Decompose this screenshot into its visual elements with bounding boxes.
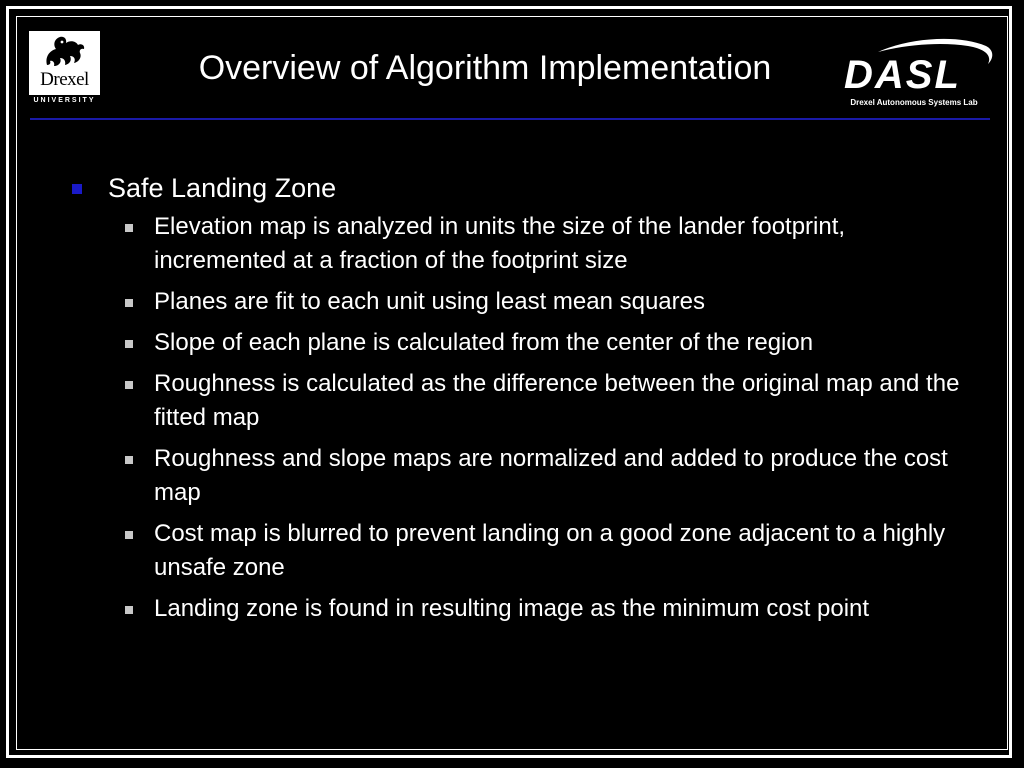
sub-bullet-item bbox=[108, 517, 968, 585]
sub-bullet-text: Cost map is blurred to prevent landing on a good zone adjacent to a highly unsafe zone bbox=[154, 520, 946, 581]
square-bullet-icon bbox=[72, 184, 82, 194]
sub-bullet-item bbox=[108, 367, 968, 435]
dragon-icon bbox=[29, 31, 100, 71]
sub-bullet-item bbox=[108, 326, 968, 360]
dasl-wordmark: DASL bbox=[844, 53, 961, 96]
main-bullet bbox=[68, 170, 968, 206]
sub-bullet-text: Landing zone is found in resulting image as the minimum cost point bbox=[154, 595, 870, 622]
drexel-university-logo bbox=[29, 31, 100, 103]
sub-bullet-text: Roughness is calculated as the difference between the original map and the fitted map bbox=[154, 370, 960, 431]
square-bullet-icon bbox=[125, 340, 133, 348]
square-bullet-icon bbox=[125, 531, 133, 539]
dasl-wordmark-icon bbox=[838, 36, 998, 96]
slide-content bbox=[68, 170, 968, 633]
sub-bullet-item bbox=[108, 285, 968, 319]
square-bullet-icon bbox=[125, 299, 133, 307]
sub-bullet-item bbox=[108, 442, 968, 510]
drexel-logo-badge bbox=[29, 31, 100, 95]
square-bullet-icon bbox=[125, 381, 133, 389]
square-bullet-icon bbox=[125, 606, 133, 614]
square-bullet-icon bbox=[125, 456, 133, 464]
dasl-logo bbox=[838, 36, 998, 112]
drexel-wordmark: Drexel bbox=[40, 69, 89, 90]
main-bullet-text: Safe Landing Zone bbox=[108, 173, 337, 203]
title-divider bbox=[30, 118, 990, 120]
sub-bullet-item bbox=[108, 210, 968, 278]
sub-bullet-item bbox=[108, 592, 968, 626]
sub-bullet-list bbox=[108, 210, 968, 626]
sub-bullet-text: Roughness and slope maps are normalized and added to produce the cost map bbox=[154, 445, 948, 506]
sub-bullet-text: Planes are fit to each unit using least mean squares bbox=[154, 288, 705, 315]
drexel-university-caption: UNIVERSITY bbox=[33, 97, 96, 104]
dasl-caption: Drexel Autonomous Systems Lab bbox=[850, 98, 978, 107]
square-bullet-icon bbox=[125, 224, 133, 232]
sub-bullet-text: Elevation map is analyzed in units the size of the lander footprint, incremented at a fraction of the footprint size bbox=[154, 213, 846, 274]
slide-title: Overview of Algorithm Implementation bbox=[198, 49, 772, 87]
sub-bullet-text: Slope of each plane is calculated from the center of the region bbox=[154, 329, 814, 356]
